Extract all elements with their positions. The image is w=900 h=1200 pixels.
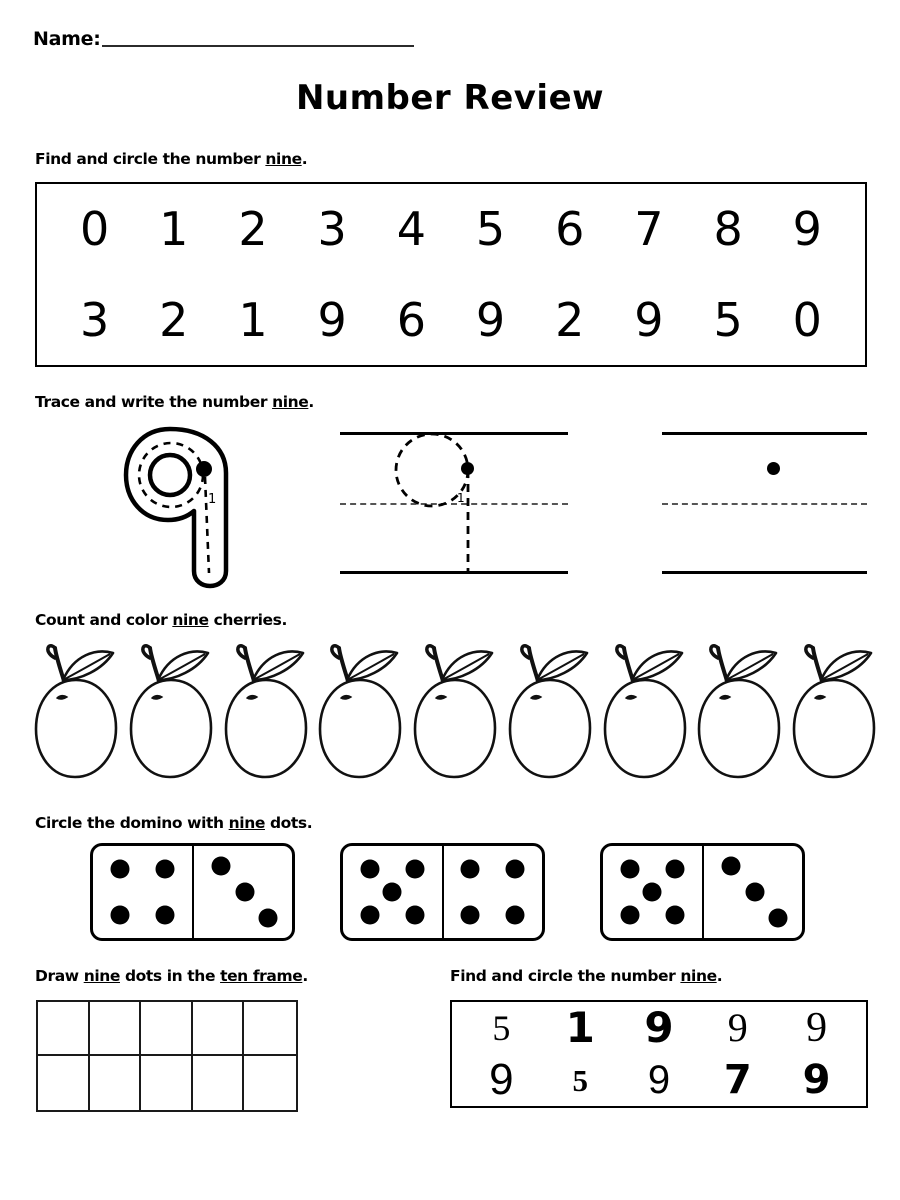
domino-pip xyxy=(745,883,764,902)
number-cell[interactable]: 0 xyxy=(79,202,110,257)
instruction-text-suffix: . xyxy=(716,967,723,985)
instruction-domino xyxy=(35,814,312,832)
cherry-outline-icon xyxy=(409,636,501,782)
number-cell[interactable]: 5 xyxy=(492,1008,511,1048)
name-field-row xyxy=(33,30,414,49)
domino-half-right xyxy=(444,846,543,938)
instruction-ten-frame xyxy=(35,967,308,985)
cherry-outline-icon xyxy=(220,636,312,782)
instruction-keyword: nine xyxy=(680,967,717,985)
number-cell[interactable]: 9 xyxy=(489,1055,514,1104)
domino-choices-row xyxy=(35,843,865,948)
list-item[interactable] xyxy=(788,636,880,782)
instruction-find-circle-top xyxy=(35,150,307,168)
list-item[interactable] xyxy=(30,636,122,782)
list-item[interactable] xyxy=(693,636,785,782)
instruction-text-prefix: Find and circle the number xyxy=(450,967,681,985)
domino-pip xyxy=(620,860,639,879)
domino-pip xyxy=(665,860,684,879)
domino-pip xyxy=(769,908,788,927)
cherry-outline-icon xyxy=(125,636,217,782)
number-cell[interactable]: 6 xyxy=(555,202,585,257)
page-title: Number Review xyxy=(295,78,605,118)
number-cell[interactable]: 9 xyxy=(475,292,506,347)
ten-frame-cell[interactable] xyxy=(90,1056,142,1110)
cherry-outline-icon xyxy=(599,636,691,782)
instruction-keyword: nine xyxy=(172,611,209,629)
ten-frame-cell[interactable] xyxy=(193,1002,245,1056)
number-search-box-bottom[interactable] xyxy=(450,1000,868,1108)
number-cell[interactable]: 1 xyxy=(565,1003,595,1052)
list-item[interactable] xyxy=(220,636,312,782)
number-row xyxy=(37,184,865,275)
number-cell[interactable]: 9 xyxy=(644,1003,674,1052)
number-cell[interactable]: 9 xyxy=(317,292,347,347)
instruction-text-suffix: . xyxy=(308,393,314,411)
domino-pip xyxy=(665,906,684,925)
writing-line-box-blank[interactable] xyxy=(662,432,867,574)
domino-pip xyxy=(383,883,402,902)
instruction-keyword: nine xyxy=(272,393,309,411)
domino-pip xyxy=(212,857,231,876)
instruction-keyword: nine xyxy=(83,967,120,985)
instruction-keyword: nine xyxy=(228,814,265,832)
dashed-numeral-nine-icon xyxy=(340,432,568,574)
list-item[interactable] xyxy=(409,636,501,782)
number-cell[interactable]: 9 xyxy=(806,1005,828,1051)
instruction-keyword-secondary: ten frame xyxy=(220,967,303,985)
domino-half-left xyxy=(343,846,444,938)
domino-pip xyxy=(360,906,379,925)
ten-frame-cell[interactable] xyxy=(38,1056,90,1110)
domino-pip xyxy=(235,883,254,902)
number-cell[interactable]: 2 xyxy=(238,202,268,257)
number-row xyxy=(452,1054,866,1106)
number-search-box-top[interactable] xyxy=(35,182,867,367)
number-cell[interactable]: 3 xyxy=(317,202,347,257)
numeral-nine-outline-icon xyxy=(120,425,240,590)
writing-line-box-guided[interactable] xyxy=(340,432,568,574)
domino-pip xyxy=(620,906,639,925)
domino-pip xyxy=(506,860,525,879)
ten-frame-cell[interactable] xyxy=(90,1002,142,1056)
ten-frame-cell[interactable] xyxy=(244,1056,296,1110)
number-cell[interactable]: 7 xyxy=(634,202,664,257)
domino-tile[interactable] xyxy=(340,843,545,941)
number-cell[interactable]: 9 xyxy=(792,202,822,257)
number-cell[interactable]: 4 xyxy=(396,202,426,257)
number-cell[interactable]: 9 xyxy=(802,1057,831,1103)
number-row xyxy=(37,275,865,366)
cherry-outline-icon xyxy=(788,636,880,782)
number-cell[interactable]: 5 xyxy=(572,1062,588,1098)
traceable-numeral-nine[interactable] xyxy=(120,425,240,590)
cherry-outline-icon xyxy=(693,636,785,782)
instruction-text-prefix: Count and color xyxy=(35,611,173,629)
instruction-keyword: nine xyxy=(265,150,302,168)
list-item[interactable] xyxy=(314,636,406,782)
instruction-text-prefix: Find and circle the number xyxy=(35,150,266,168)
domino-pip xyxy=(722,857,741,876)
stroke-start-dot-icon xyxy=(196,461,212,477)
number-cell[interactable]: 9 xyxy=(727,1005,748,1050)
list-item[interactable] xyxy=(599,636,691,782)
number-row xyxy=(452,1002,866,1054)
instruction-text-suffix: . xyxy=(302,967,308,985)
number-cell[interactable]: 2 xyxy=(555,292,585,347)
instruction-text-middle: dots in the xyxy=(119,967,221,985)
domino-half-left xyxy=(603,846,704,938)
domino-tile[interactable] xyxy=(90,843,295,941)
number-cell[interactable]: 5 xyxy=(713,292,743,347)
ten-frame-cell[interactable] xyxy=(244,1002,296,1056)
domino-pip xyxy=(110,860,129,879)
ten-frame-cell[interactable] xyxy=(193,1056,245,1110)
number-cell[interactable]: 8 xyxy=(713,202,743,257)
domino-pip xyxy=(110,906,129,925)
domino-half-left xyxy=(93,846,194,938)
number-cell[interactable]: 6 xyxy=(396,292,426,347)
writing-line-top xyxy=(662,432,867,435)
stroke-start-dot-icon xyxy=(461,462,474,475)
domino-pip xyxy=(461,906,480,925)
cherry-outline-icon xyxy=(504,636,596,782)
svg-text:1: 1 xyxy=(457,491,465,505)
domino-pip xyxy=(405,860,424,879)
domino-pip xyxy=(461,860,480,879)
svg-text:1: 1 xyxy=(208,492,217,507)
instruction-trace-write xyxy=(35,393,314,411)
ten-frame-grid[interactable] xyxy=(36,1000,298,1112)
ten-frame-cell[interactable] xyxy=(38,1002,90,1056)
domino-pip xyxy=(405,906,424,925)
list-item[interactable] xyxy=(504,636,596,782)
writing-line-middle-dashed xyxy=(662,503,867,505)
stroke-start-dot-icon xyxy=(767,462,780,475)
domino-pip xyxy=(506,906,525,925)
domino-tile[interactable] xyxy=(600,843,805,941)
cherry-outline-icon xyxy=(314,636,406,782)
number-cell[interactable]: 2 xyxy=(159,292,189,347)
instruction-text-suffix: dots. xyxy=(264,814,313,832)
instruction-find-circle-bottom xyxy=(450,967,722,985)
number-cell[interactable]: 9 xyxy=(647,1058,671,1102)
fruit-outline-row xyxy=(30,636,880,782)
number-cell[interactable]: 7 xyxy=(723,1057,752,1103)
number-cell[interactable]: 3 xyxy=(79,292,110,347)
number-cell[interactable]: 0 xyxy=(792,292,822,347)
number-cell[interactable]: 1 xyxy=(159,202,189,257)
domino-pip xyxy=(643,883,662,902)
domino-half-right xyxy=(194,846,293,938)
number-cell[interactable]: 9 xyxy=(634,292,664,347)
instruction-text-prefix: Draw xyxy=(35,967,84,985)
ten-frame-cell[interactable] xyxy=(141,1056,193,1110)
name-input-line[interactable] xyxy=(102,45,414,47)
instruction-count-color xyxy=(35,611,287,629)
number-cell[interactable]: 1 xyxy=(238,292,268,347)
ten-frame-cell[interactable] xyxy=(141,1002,193,1056)
number-cell[interactable]: 5 xyxy=(475,202,506,257)
list-item[interactable] xyxy=(125,636,217,782)
domino-pip xyxy=(259,908,278,927)
instruction-text-prefix: Trace and write the number xyxy=(35,393,273,411)
domino-pip xyxy=(155,860,174,879)
domino-half-right xyxy=(704,846,803,938)
domino-pip xyxy=(360,860,379,879)
instruction-text-suffix: . xyxy=(301,150,308,168)
instruction-text-prefix: Circle the domino with xyxy=(35,814,229,832)
cherry-outline-icon xyxy=(30,636,122,782)
instruction-text-suffix: cherries. xyxy=(208,611,287,629)
writing-line-bottom xyxy=(662,571,867,574)
name-label: Name: xyxy=(33,28,101,50)
domino-pip xyxy=(155,906,174,925)
